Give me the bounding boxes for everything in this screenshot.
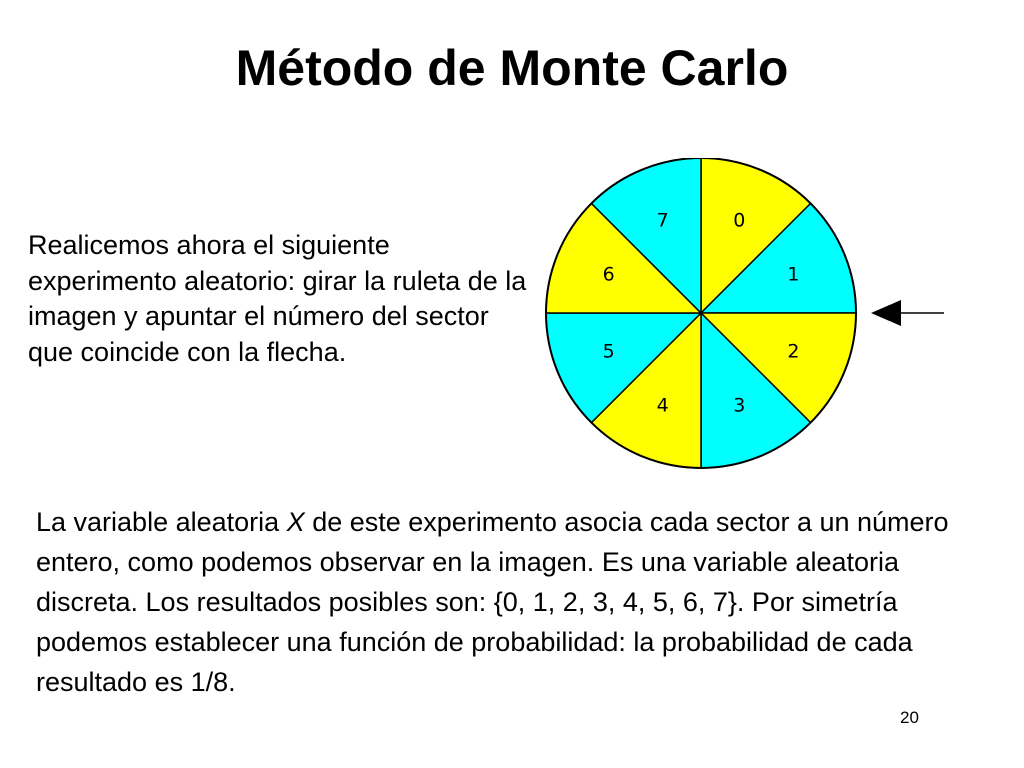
body-text-start: La variable aleatoria	[36, 507, 287, 537]
sector-label-2: 2	[787, 340, 800, 363]
roulette-sectors	[546, 158, 856, 468]
body-paragraph	[36, 502, 1006, 702]
sector-label-7: 7	[656, 209, 669, 232]
slide-title: Método de Monte Carlo	[235, 40, 789, 96]
body-text-end: de este experimento asocia cada sector a un número entero, como podemos observar en la imagen. Es una variable aleatoria discreta. Los resultados posibles son: {0, 1, 2, 3, 4, 5, 6, 7}. Por simetría podemos establecer una función de probabilidad: la probabilidad de cada resultado es 1/8.	[36, 507, 949, 697]
sector-label-3: 3	[733, 394, 746, 417]
page-number: 20	[900, 708, 919, 727]
sector-label-1: 1	[787, 263, 800, 286]
sector-label-4: 4	[656, 394, 669, 417]
sector-label-6: 6	[602, 263, 615, 286]
roulette-wheel	[540, 158, 950, 472]
intro-paragraph: Realicemos ahora el siguiente experimento aleatorio: girar la ruleta de la imagen y apuntar el número del sector que coincide con la flecha.	[28, 230, 527, 367]
sector-label-5: 5	[602, 340, 615, 363]
pointer-arrow-icon	[871, 300, 944, 326]
sector-label-0: 0	[733, 209, 746, 232]
random-variable-symbol: X	[286, 507, 305, 537]
